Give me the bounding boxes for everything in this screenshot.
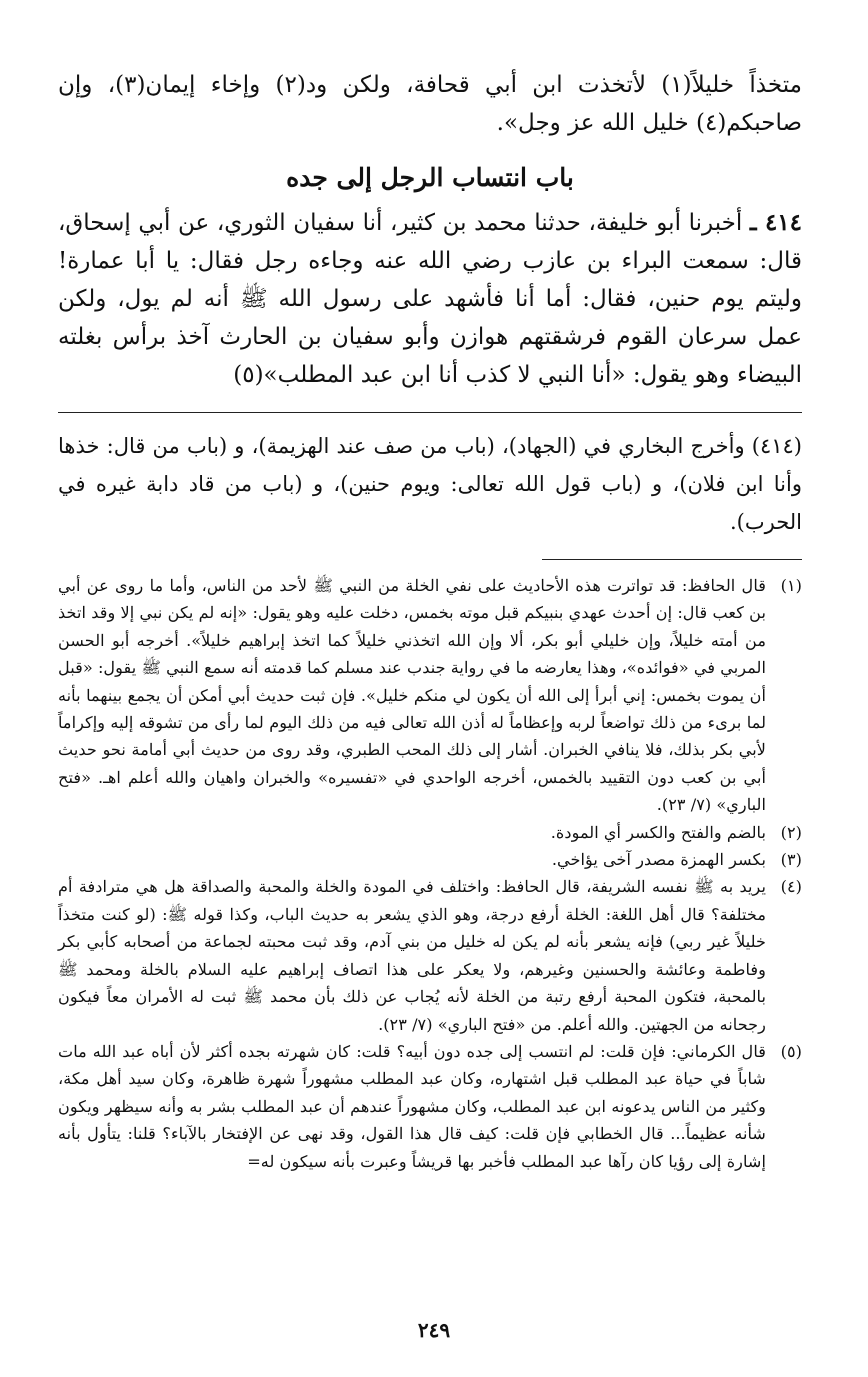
footnote-item [58,873,802,1037]
main-text [58,66,802,394]
page-number: ٢٤٩ [417,1318,451,1342]
main-divider [58,412,802,413]
hadith-number: ٤١٤ ـ [749,209,802,236]
footnote-number: (١) [780,576,802,595]
footnotes [58,572,802,1175]
footnote-number: (٣) [780,850,802,870]
footnote-text: بالضم والفتح والكسر أي المودة. [550,822,766,842]
footnote-item [58,819,802,846]
footnote-number: (٢) [780,822,802,842]
footnote-item [58,846,802,873]
hadith-text: أخبرنا أبو خليفة، حدثنا محمد بن كثير، أنا سفيان الثوري، عن أبي إسحاق، قال: سمعت البراء بن عازب رضي الله عنه وجاءه رجل فقال: يا أبا عمارة! وليتم يوم حنين، فقال: أما أنا فأشهد على رسول الله ﷺ أنه لم يول، ولكن عمل سرعان القوم فرشقتهم هوازن وأبو سفيان بن الحارث آخذ برأس بغلته البيضاء وهو يقول: «أنا النبي لا كذب أنا ابن عبد المطلب»(٥) [58,210,802,388]
footnote-text: بكسر الهمزة مصدر آخى يؤاخي. [551,850,766,870]
footnote-divider [542,559,802,560]
footnote-number: (٥) [780,1041,802,1061]
takhrij-note: (٤١٤) وأخرج البخاري في (الجهاد)، (باب من صف عند الهزيمة)، و (باب من قال: خذها وأنا ابن فلان)، و (باب قول الله تعالى: ويوم حنين)، و (باب من قاد دابة غيره في الحرب). [58,434,802,534]
footnote-item [58,1038,802,1175]
intro-paragraph: متخذاً خليلاً(١) لأتخذت ابن أبي قحافة، ولكن ود(٢) وإخاء إيمان(٣)، وإن صاحبكم(٤) خليل الله عز وجل». [58,72,802,136]
footnote-text: يريد به ﷺ نفسه الشريفة، قال الحافظ: واختلف في المودة والخلة والمحبة والصداقة هل هي مترادفة أم مختلفة؟ قال أهل اللغة: الخلة أرفع درجة، وهو الذي يشعر به حديث الباب، وكذا قوله ﷺ: (لو كنت متخذاً خليلاً غير ربي) فإنه يشعر بأنه لم يكن له خليل من بني آدم، وقد ثبت محبته لجماعة من أصحابه كأبي بكر وفاطمة وعائشة والحسنين وغيرهم، ولا يعكر على هذا اتصاف إبراهيم عليه السلام بالخلة ومحمد ﷺ بالمحبة، فتكون المحبة أرفع رتبة من الخلة لأنه يُجاب عن ذلك بأن محمد ﷺ ثبت له الأمران معاً فيكون رجحانه من الجهتين. والله أعلم. من «فتح الباري» (٧/ ٢٣). [58,877,766,1034]
chapter-title: باب انتساب الرجل إلى جده [286,163,574,192]
footnote-item [58,572,802,819]
footnote-number: (٤) [780,877,802,897]
footnote-text: قال الكرماني: فإن قلت: لم انتسب إلى جده دون أبيه؟ قلت: كان شهرته بجده أكثر لأن أباه عبد الله مات شاباً في حياة عبد المطلب قبل اشتهاره، وكان عبد المطلب مشهوراً شهرة ظاهرة، وكان سيد أهل مكة، وكثير من الناس يدعونه ابن عبد المطلب، وكان مشهوراً عندهم أن عبد المطلب بشر به وأنه سيظهر ويكون شأنه عظيماً... قال الخطابي فإن قلت: كيف قال هذا القول، وقد نهى عن الإفتخار بالآباء؟ قلنا: يتأول بأنه إشارة إلى رؤيا كان رآها عبد المطلب فأخبر بها قريشاً وعبرت بأنه سيكون له= [58,1041,766,1171]
hadith-paragraph [58,204,802,394]
footnote-text: قال الحافظ: قد تواترت هذه الأحاديث على نفي الخلة من النبي ﷺ لأحد من الناس، وأما ما روى عن أبي بن كعب قال: إن أحدث عهدي بنبيكم قبل موته بخمس، دخلت عليه وهو يقول: «إنه لم يكن نبي إلا وقد اتخذ من أمته خليلاً، وإن خليلي أبو بكر، ألا وإن الله اتخذني خليلاً كما اتخذ إبراهيم خليلاً». أخرجه أبو الحسن المربي في «فوائده»، وهذا يعارضه ما في رواية جندب عند مسلم كما قدمته أنه سمع النبي ﷺ يقول: «قبل أن يموت بخمس: إني أبرأ إلى الله أن يكون لي منكم خليل». فإن ثبت حديث أبي أمكن أن يجمع بينهما بأنه لما برىء من ذلك تواضعاً لربه وإعظاماً له أذن الله تعالى فيه من ذلك اليوم لما رأى من تشوقه إليه وإكراماً لأبي بكر بذلك، فلا ينافي الخبران. أشار إلى ذلك المحب الطبري، وقد روى من حديث أبي أمامة نحو حديث أبي بن كعب دون التقييد بالخمس، أخرجه الواحدي في «تفسيره» والخبران واهيان والله أعلم اهـ. «فتح الباري» (٧/ ٢٣). [58,576,766,815]
